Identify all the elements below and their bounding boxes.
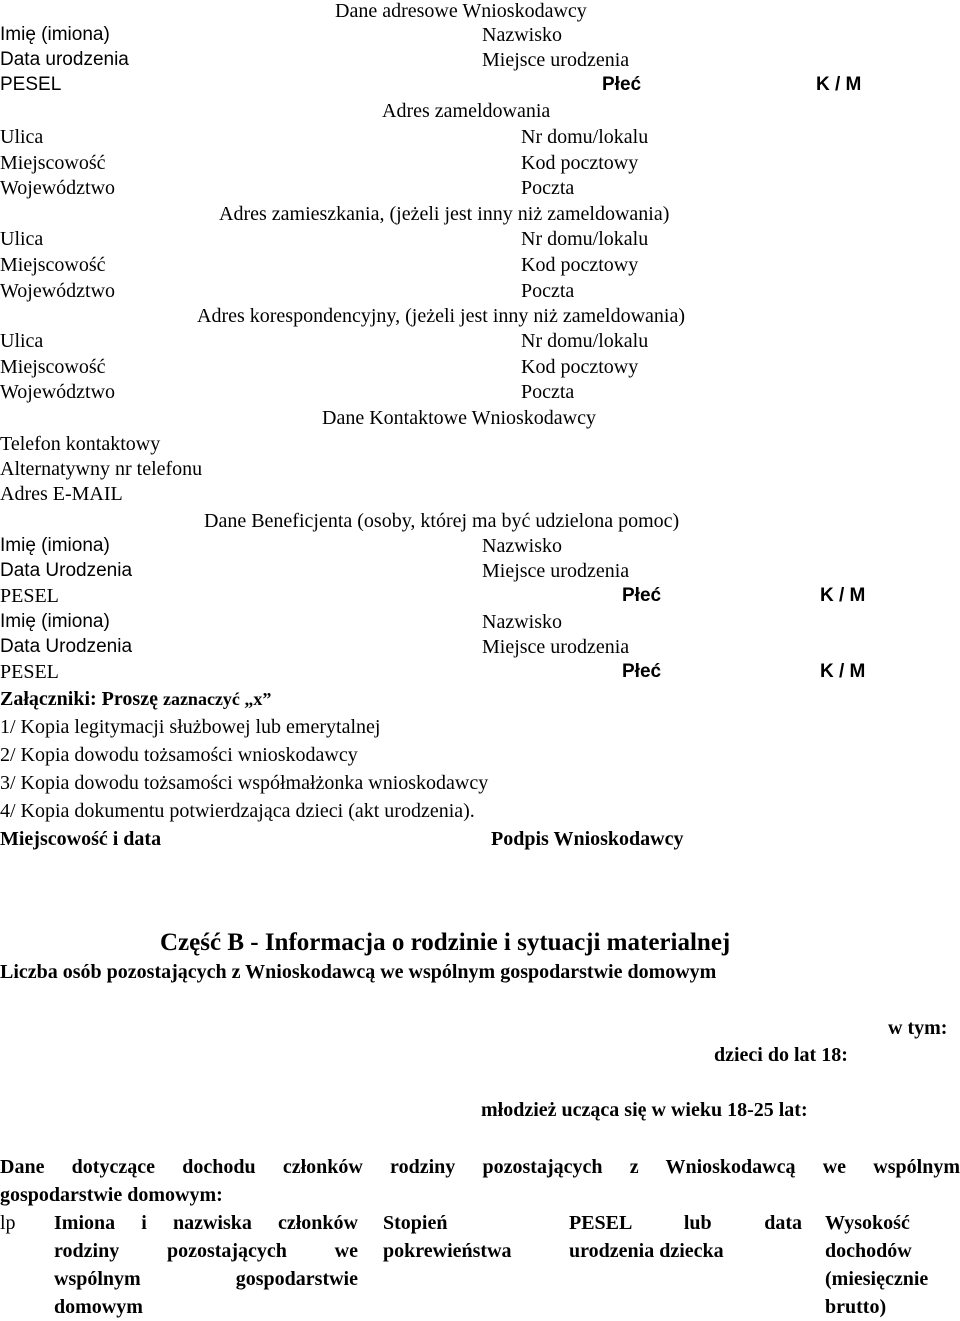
beneficiary-sex-label: Płeć (622, 661, 662, 682)
beneficiary-last-name-label: Nazwisko (482, 535, 562, 557)
table-header-line: Wysokość (825, 1212, 910, 1234)
post-office-label: Poczta (521, 381, 575, 403)
address-title: Adres zamieszkania, (jeżeli jest inny niż zameldowania) (219, 203, 670, 225)
sex-label: Płeć (602, 74, 642, 95)
beneficiary-first-name-label: Imię (imiona) (0, 611, 110, 632)
voivodeship-label: Województwo (0, 280, 116, 302)
beneficiary-pesel-label: PESEL (0, 661, 59, 683)
beneficiary-sex-options: K / M (820, 661, 866, 682)
house-number-label: Nr domu/lokalu (521, 228, 649, 250)
beneficiary-first-name-label: Imię (imiona) (0, 535, 110, 556)
attachments-instruction: Proszę (101, 688, 158, 710)
table-header-line: pokrewieństwa (383, 1240, 512, 1262)
part-b-title: Część B - Informacja o rodzinie i sytuacji materialnej (160, 929, 731, 956)
lp-header: lp (0, 1212, 16, 1234)
table-header-line: (miesięcznie (825, 1268, 929, 1290)
phone-label: Telefon kontaktowy (0, 433, 161, 455)
beneficiary-birth-place-label: Miejsce urodzenia (482, 636, 630, 658)
address-title: Adres korespondencyjny, (jeżeli jest inny niż zameldowania) (197, 305, 685, 327)
income-heading-continued: gospodarstwie domowym: (0, 1184, 223, 1206)
place-date-label: Miejscowość i data (0, 828, 162, 850)
post-office-label: Poczta (521, 280, 575, 302)
attachments-label: Załączniki: (0, 688, 97, 710)
street-label: Ulica (0, 126, 44, 148)
voivodeship-label: Województwo (0, 381, 116, 403)
postal-code-label: Kod pocztowy (521, 254, 639, 276)
voivodeship-label: Województwo (0, 177, 116, 199)
applicant-section-title: Dane adresowe Wnioskodawcy (335, 0, 587, 22)
beneficiary-sex-label: Płeć (622, 585, 662, 606)
table-header-line: dochodów (825, 1240, 912, 1262)
address-title: Adres zameldowania (382, 100, 551, 122)
income-heading: Dane dotyczące dochodu członków rodziny pozostających z Wnioskodawcą we wspólnym (0, 1156, 960, 1178)
birth-date-label: Data urodzenia (0, 49, 129, 70)
alt-phone-label: Alternatywny nr telefonu (0, 458, 203, 480)
table-header-line: urodzenia dziecka (569, 1240, 724, 1262)
attachments-heading (0, 688, 271, 711)
table-header-line: rodziny pozostających we (54, 1240, 358, 1262)
table-header-line: domowym (54, 1296, 143, 1318)
table-header-line: wspólnym gospodarstwie (54, 1268, 358, 1290)
table-header-names (54, 1209, 358, 1321)
first-name-label: Imię (imiona) (0, 24, 110, 45)
sex-options: K / M (816, 74, 862, 95)
beneficiary-birth-place-label: Miejsce urodzenia (482, 560, 630, 582)
beneficiary-birth-date-label: Data Urodzenia (0, 560, 133, 581)
table-header-line: PESEL lub data (569, 1212, 802, 1234)
email-label: Adres E-MAIL (0, 483, 123, 505)
attachments-instruction-rest: zaznaczyć „x” (162, 689, 272, 709)
table-header-income (825, 1209, 960, 1321)
signature-label: Podpis Wnioskodawcy (491, 828, 684, 850)
postal-code-label: Kod pocztowy (521, 356, 639, 378)
beneficiary-section-title: Dane Beneficjenta (osoby, której ma być udzielona pomoc) (204, 510, 680, 532)
table-header-relationship (383, 1209, 543, 1265)
post-office-label: Poczta (521, 177, 575, 199)
house-number-label: Nr domu/lokalu (521, 330, 649, 352)
birth-place-label: Miejsce urodzenia (482, 49, 630, 71)
beneficiary-sex-options: K / M (820, 585, 866, 606)
city-label: Miejscowość (0, 254, 106, 276)
table-header-line: brutto) (825, 1296, 887, 1318)
city-label: Miejscowość (0, 356, 106, 378)
city-label: Miejscowość (0, 152, 106, 174)
attachment-item: 3/ Kopia dowodu tożsamości współmałżonka wnioskodawcy (0, 772, 489, 794)
attachment-item: 1/ Kopia legitymacji służbowej lub emerytalnej (0, 716, 381, 738)
table-header-line: Stopień (383, 1212, 448, 1234)
street-label: Ulica (0, 330, 44, 352)
last-name-label: Nazwisko (482, 24, 562, 46)
youth-18-25-label: młodzież ucząca się w wieku 18-25 lat: (481, 1099, 808, 1121)
household-count-label: Liczba osób pozostających z Wnioskodawcą we wspólnym gospodarstwie domowym (0, 961, 717, 983)
beneficiary-last-name-label: Nazwisko (482, 611, 562, 633)
house-number-label: Nr domu/lokalu (521, 126, 649, 148)
beneficiary-birth-date-label: Data Urodzenia (0, 636, 133, 657)
pesel-label: PESEL (0, 74, 62, 95)
contact-section-title: Dane Kontaktowe Wnioskodawcy (322, 407, 597, 429)
including-label: w tym: (888, 1017, 948, 1039)
table-header-pesel (569, 1209, 802, 1265)
children-under-18-label: dzieci do lat 18: (714, 1044, 848, 1066)
table-header-line: Imiona i nazwiska członków (54, 1212, 358, 1234)
street-label: Ulica (0, 228, 44, 250)
attachment-item: 4/ Kopia dokumentu potwierdzająca dzieci (akt urodzenia). (0, 800, 475, 822)
postal-code-label: Kod pocztowy (521, 152, 639, 174)
attachment-item: 2/ Kopia dowodu tożsamości wnioskodawcy (0, 744, 358, 766)
beneficiary-pesel-label: PESEL (0, 585, 59, 607)
